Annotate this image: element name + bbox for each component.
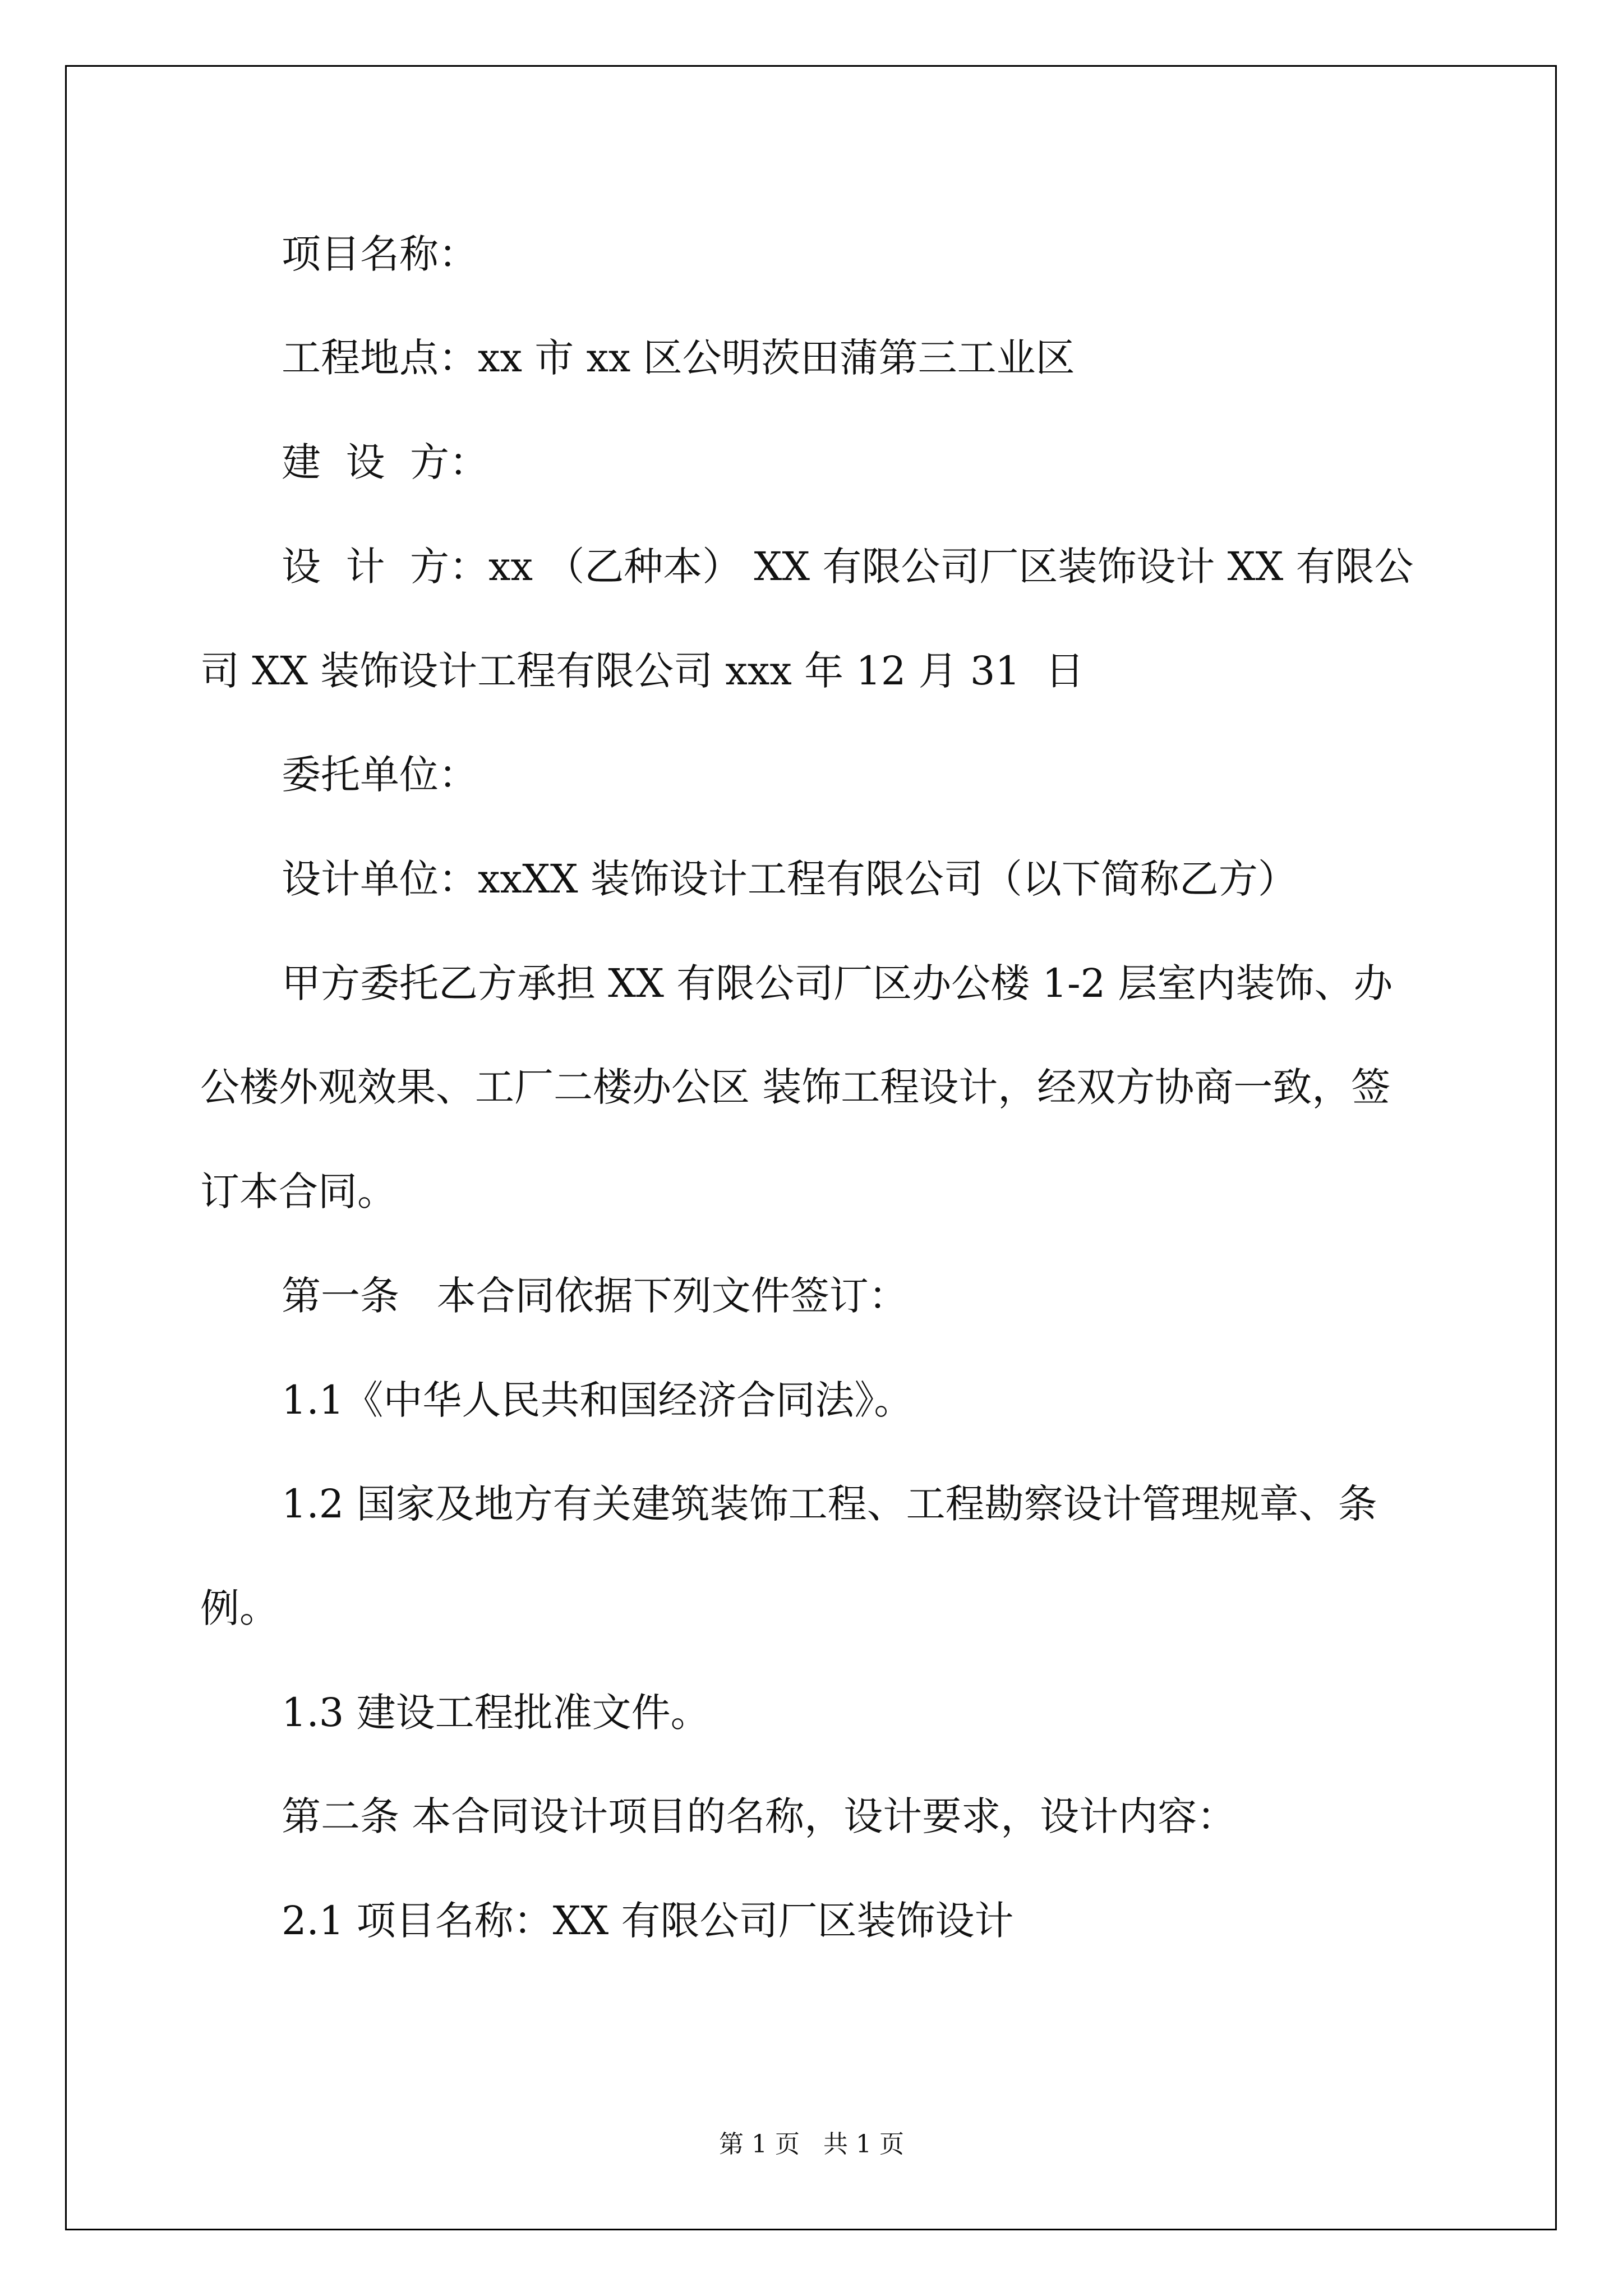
paragraph-designer-line2: 司 XX 装饰设计工程有限公司 xxx 年 12 月 31 日 xyxy=(200,648,1085,694)
paragraph-1-3: 1.3 建设工程批准文件。 xyxy=(282,1690,710,1736)
paragraph-client: 委托单位： xyxy=(282,752,478,798)
paragraph-commission-line2: 公楼外观效果、工厂二楼办公区 装饰工程设计，经双方协商一致，签 xyxy=(200,1064,1391,1110)
heading-article-1: 第一条 本合同依据下列文件签订： xyxy=(282,1273,908,1319)
paragraph-design-unit: 设计单位：xxXX 装饰设计工程有限公司（以下简称乙方） xyxy=(282,856,1297,902)
paragraph-project-name: 项目名称： xyxy=(282,231,478,277)
paragraph-commission-line3: 订本合同。 xyxy=(200,1168,396,1214)
paragraph-2-1: 2.1 项目名称：XX 有限公司厂区装饰设计 xyxy=(282,1898,1014,1944)
paragraph-1-1: 1.1《中华人民共和国经济合同法》。 xyxy=(282,1377,914,1423)
paragraph-commission-line1: 甲方委托乙方承担 XX 有限公司厂区办公楼 1-2 层室内装饰、办 xyxy=(282,960,1393,1006)
paragraph-designer-line1: 设 计 方：xx （乙种本） XX 有限公司厂区装饰设计 XX 有限公 xyxy=(282,544,1414,590)
paragraph-1-2-line1: 1.2 国家及地方有关建筑装饰工程、工程勘察设计管理规章、条 xyxy=(282,1481,1377,1527)
page-footer: 第 1 页 共 1 页 xyxy=(719,2130,904,2159)
paragraph-project-location: 工程地点：xx 市 xx 区公明茨田蒲第三工业区 xyxy=(282,335,1075,381)
heading-article-2: 第二条 本合同设计项目的名称，设计要求，设计内容： xyxy=(282,1793,1237,1839)
paragraph-1-2-line2: 例。 xyxy=(200,1585,279,1631)
paragraph-builder: 建 设 方： xyxy=(282,439,489,485)
